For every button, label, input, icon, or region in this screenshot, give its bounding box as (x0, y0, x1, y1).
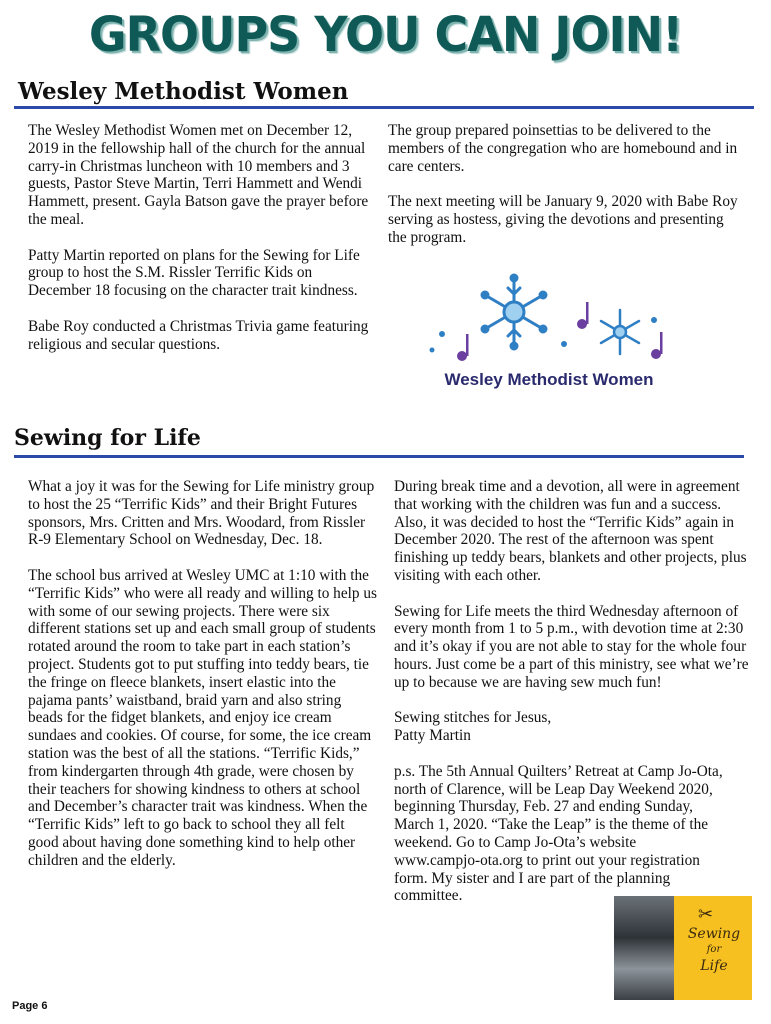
sewing-machine-icon: ✂ (698, 904, 714, 924)
paragraph: What a joy it was for the Sewing for Life ministry group to host the 25 “Terrific Kids” and their Bright Futures sponsors, Mrs. Critten and Mrs. Woodard, from Rissler R-9 Elementary School on Wednesday, Dec. 18. (28, 478, 375, 549)
column-left (28, 478, 378, 870)
signature: Sewing stitches for Jesus, Patty Martin (394, 709, 552, 745)
page-number: Page 6 (12, 1000, 48, 1012)
paragraph: The group prepared poinsettias to be delivered to the members of the congregation who are homebound and in care centers. (388, 122, 738, 175)
section-divider (14, 455, 744, 458)
logo-caption: Wesley Methodist Women (444, 370, 654, 389)
paragraph: The school bus arrived at Wesley UMC at 1:10 with the “Terrific Kids” who were all ready and willing to help us with some of our sewing projects. There were six different stations set up and each small group of students rotated around the room to take part in each station’s project. Students got to put stuffing into teddy bears, tie the fringe on fleece blankets, insert elastic into the pajama pants’ waistband, braid yarn and also string beads for the fidget blankets, and enjoy ice cream sundaes and cookies. Of course, for some, the ice cream station was the best of all the stations. “Terrific Kids,” from kindergarten through 4th grade, were chosen by their teachers for showing kindness to others at school and December’s character trait was kindness. When the “Terrific Kids” left to go back to school they all felt good about having done something kind to help other children and the elderly. (28, 566, 377, 869)
section-divider (14, 106, 754, 109)
logo-line: Sewing (687, 926, 741, 942)
paragraph: Sewing for Life meets the third Wednesday afternoon of every month from 1 to 5 p.m., with devotion time at 2:30 and it’s okay if you are not able to stay for the whole four hours. Just come be a part of this ministry, see what we’re up to because we are having sew much fun! (394, 602, 749, 691)
logo-line: Life (700, 958, 728, 974)
sewing-machine-photo (614, 896, 674, 1000)
sewing-for-life-logo (614, 896, 752, 1000)
logo-line: for (706, 944, 722, 955)
page-banner: GROUPS YOU CAN JOIN! (88, 5, 683, 63)
paragraph: During break time and a devotion, all were in agreement that working with the children was fun and a success. Also, it was decided to host the “Terrific Kids” again in December 2020. The rest of the afternoon was spent finishing up teddy bears, blankets and other projects, plus visiting with each other. (394, 478, 747, 584)
paragraph: Patty Martin reported on plans for the Sewing for Life group to host the S.M. Rissler Terrific Kids on December 18 focusing on the character trait kindness. (28, 246, 360, 300)
paragraph: Babe Roy conducted a Christmas Trivia game featuring religious and secular questions. (28, 317, 369, 353)
paragraph: The Wesley Methodist Women met on December 12, 2019 in the fellowship hall of the church for the annual carry-in Christmas luncheon with 10 members and 3 guests, Pastor Steve Martin, Terri Hammett and Wendi Hammett, present. Gayla Batson gave the prayer before the meal. (28, 122, 369, 228)
paragraph: The next meeting will be January 9, 2020 with Babe Roy serving as hostess, giving the devotions and presenting the program. (388, 193, 738, 246)
section-title-wesley-methodist-women: Wesley Methodist Women (18, 78, 349, 105)
snowflake-icon (482, 275, 546, 349)
paragraph: p.s. The 5th Annual Quilters’ Retreat at Camp Jo-Ota, north of Clarence, will be Leap Day Weekend 2020, beginning Thursday, Feb. 27 and ending Sunday, March 1, 2020. “Take the Leap” is the theme of the weekend. Go to Camp Jo-Ota’s website www.campjo-ota.org to print out your registration form. My sister and I are part of the planning committee. (394, 762, 723, 905)
column-left (28, 122, 373, 353)
logo-text (676, 926, 752, 974)
section-title-sewing-for-life: Sewing for Life (14, 425, 201, 451)
column-right (388, 122, 744, 247)
snowflake-icon (601, 310, 639, 354)
column-right (394, 478, 750, 905)
